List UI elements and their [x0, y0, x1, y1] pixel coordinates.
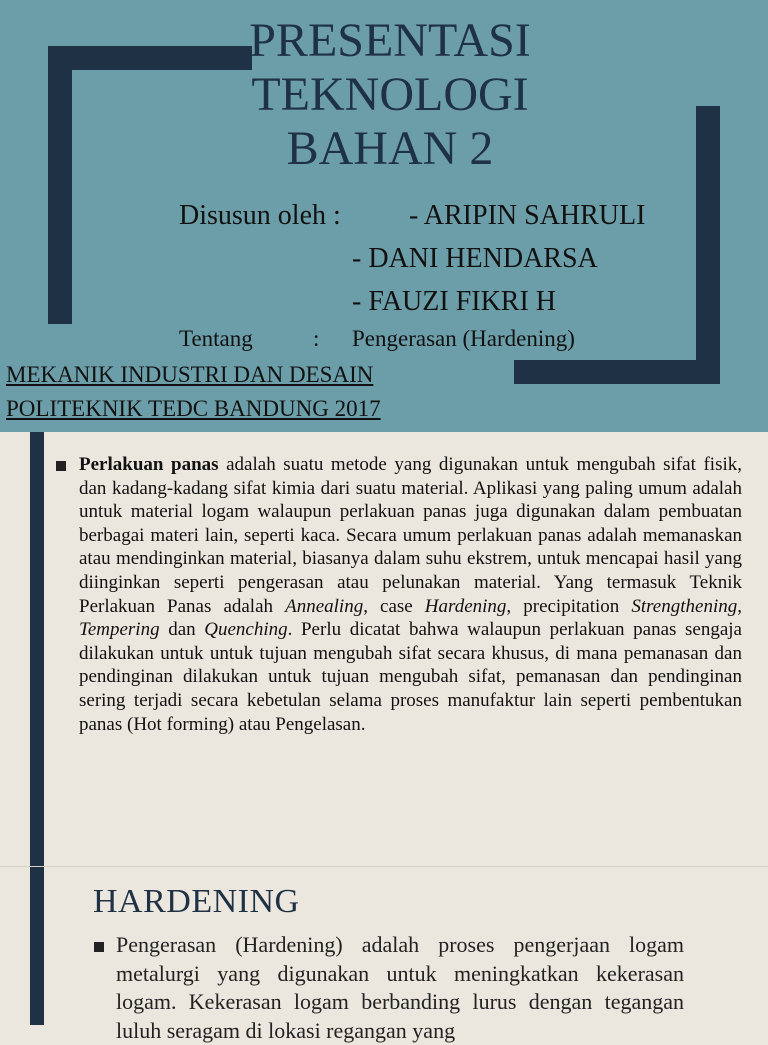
hardening-slide [0, 866, 768, 1043]
paragraph-text: , [737, 595, 742, 617]
square-bullet-icon [56, 461, 66, 471]
paragraph-text: , case [363, 595, 425, 617]
title-line-3: BAHAN 2 [286, 122, 494, 175]
heat-treatment-paragraph [79, 453, 742, 736]
title-line-1: PRESENTASI [249, 14, 531, 67]
paragraph-text: . Perlu dicatat bahwa walaupun perlakuan panas sengaja dilakukan untuk untuk tujuan mengubah sifat secara khusus, di mana pemanasan dan pendinginan dilakukan untuk tujuan mengubah sifat, pemanasan dan pendinginan sering terjadi secara kebetulan selama proses manufaktur lain seperti pembentukan panas (Hot forming) atau Pengelasan. [79, 619, 742, 735]
title-slide [0, 0, 768, 432]
paragraph-text: adalah suatu metode yang digunakan untuk mengubah sifat fisik, dan kadang-kadang sifat kimia dari suatu material. Aplikasi yang paling umum adalah untuk material logam walaupun perlakuan panas juga digunakan dalam pembuatan berbagai materi lain, seperti kaca. Secara umum perlakuan panas adalah memanaskan atau mendinginkan material, biasanya dalam suhu ekstrem, untuk mencapai hasil yang diinginkan seperti pengerasan atau pelunakan material. Yang termasuk Teknik Perlakuan Panas adalah [79, 454, 742, 617]
heat-treatment-slide [0, 432, 768, 866]
org-line-2: POLITEKNIK TEDC BANDUNG 2017 [6, 396, 381, 421]
topic-separator: : [313, 326, 320, 351]
frame-bar-top-left-vertical [48, 46, 72, 324]
term-heat-treatment: Perlakuan panas [79, 454, 219, 475]
author-1: - ARIPIN SAHRULI [409, 200, 646, 231]
authors-label: Disusun oleh : [179, 200, 341, 231]
term-quenching: Quenching [204, 619, 288, 641]
author-2: - DANI HENDARSA [352, 243, 598, 274]
title-line-2: TEKNOLOGI [251, 68, 529, 121]
slide-heading: HARDENING [93, 883, 300, 920]
slide-title [140, 14, 640, 176]
term-annealing: Annealing [285, 595, 364, 617]
term-hardening: Hardening [424, 595, 507, 617]
paragraph-text: , precipitation [506, 595, 632, 617]
slide-accent-bar [30, 867, 44, 1025]
slide-accent-bar [30, 432, 44, 866]
paragraph-text: dan [159, 619, 205, 641]
topic-label: Tentang [179, 326, 253, 351]
term-strengthening: Strengthening [631, 595, 738, 617]
frame-bar-bottom-right-vertical [696, 106, 720, 384]
org-line-1: MEKANIK INDUSTRI DAN DESAIN [6, 362, 374, 387]
frame-bar-bottom-right-horizontal [514, 360, 720, 384]
author-3: - FAUZI FIKRI H [352, 286, 557, 317]
hardening-paragraph: Pengerasan (Hardening) adalah proses pengerjaan logam metalurgi yang digunakan untuk meningkatkan kekerasan logam. Kekerasan logam berbanding lurus dengan tegangan luluh seragam di lokasi regangan yang [116, 932, 684, 1043]
term-tempering: Tempering [79, 619, 160, 641]
topic-value: Pengerasan (Hardening) [352, 326, 575, 351]
square-bullet-icon [94, 942, 104, 952]
